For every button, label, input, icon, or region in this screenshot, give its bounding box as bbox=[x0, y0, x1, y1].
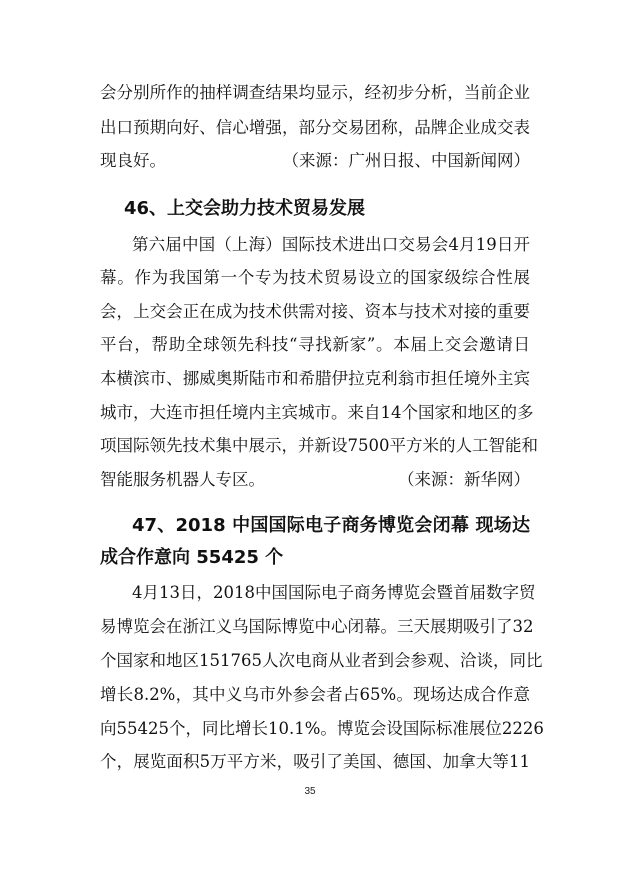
paragraph-line: 个国家和地区151765人次电商从业者到会参观、洽谈，同比 bbox=[100, 651, 543, 670]
paragraph-line: 4月13日，2018中国国际电子商务博览会暨首届数字贸 bbox=[132, 583, 536, 602]
paragraph-line: 本横滨市、挪威奥斯陆市和希腊伊拉克利翁市担任境外主宾 bbox=[100, 369, 530, 388]
source-citation: （来源：广州日报、中国新闻网） bbox=[282, 151, 530, 170]
paragraph-line: 幕。作为我国第一个专为技术贸易设立的国家级综合性展 bbox=[100, 268, 530, 287]
paragraph-line: 现良好。 bbox=[100, 151, 166, 170]
paragraph-line: 城市，大连市担任境内主宾城市。来自14个国家和地区的多 bbox=[100, 403, 534, 422]
paragraph-line: 智能服务机器人专区。 bbox=[100, 470, 265, 489]
paragraph-line: 出口预期向好、信心增强，部分交易团称，品牌企业成交表 bbox=[100, 118, 530, 137]
section-heading-line-1: 47、2018 中国国际电子商务博览会闭幕 现场达 bbox=[132, 515, 530, 536]
paragraph-line: 第六届中国（上海）国际技术进出口交易会4月19日开 bbox=[132, 235, 530, 254]
paragraph-line: 向55425个，同比增长10.1%。博览会设国际标准展位2226 bbox=[100, 719, 544, 738]
paragraph-line: 会分别所作的抽样调查结果均显示，经初步分析，当前企业 bbox=[100, 83, 530, 102]
paragraph-line: 易博览会在浙江义乌国际博览中心闭幕。三天展期吸引了32 bbox=[100, 617, 534, 636]
paragraph-line: 项国际领先技术集中展示，并新设7500平方米的人工智能和 bbox=[100, 436, 538, 455]
paragraph-line: 个，展览面积5万平方米，吸引了美国、德国、加拿大等11 bbox=[100, 752, 530, 771]
page-number: 35 bbox=[304, 786, 316, 797]
paragraph-line: 会，上交会正在成为技术供需对接、资本与技术对接的重要 bbox=[100, 302, 530, 321]
paragraph-line: 增长8.2%，其中义乌市外参会者占65%。现场达成合作意 bbox=[100, 685, 530, 704]
source-citation: （来源：新华网） bbox=[398, 470, 530, 489]
section-heading: 46、上交会助力技术贸易发展 bbox=[124, 198, 366, 219]
paragraph-line: 平台，帮助全球领先科技“寻找新家”。本届上交会邀请日 bbox=[100, 335, 530, 354]
section-heading-line-2: 成合作意向 55425 个 bbox=[100, 547, 284, 568]
